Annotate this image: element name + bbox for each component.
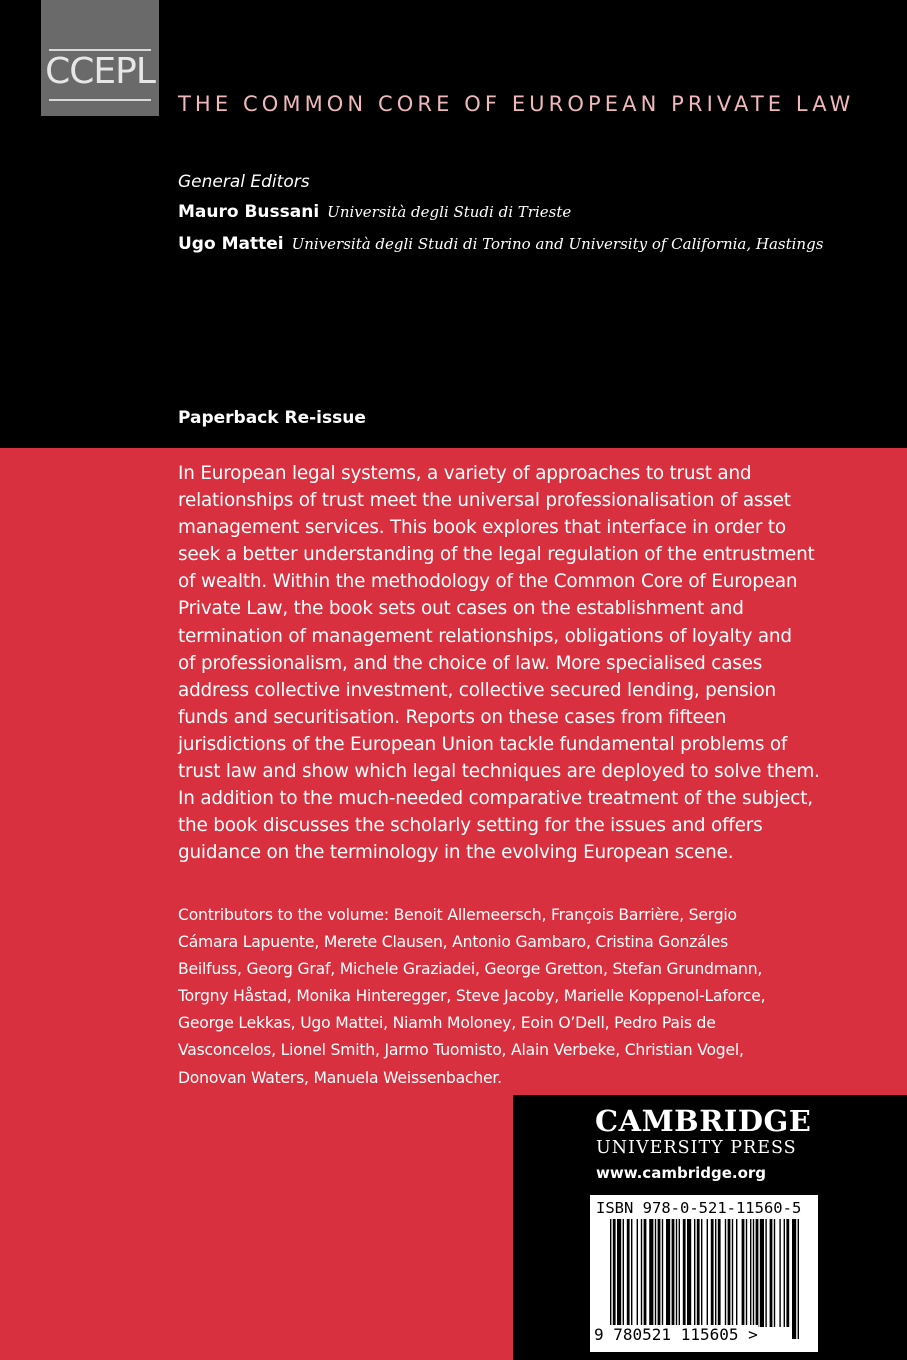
barcode-bar	[798, 1219, 799, 1339]
blurb-line: funds and securitisation. Reports on these cases from fifteen	[178, 706, 727, 728]
barcode-bar	[707, 1219, 708, 1327]
blurb-line: In addition to the much-needed comparative treatment of the subject,	[178, 788, 813, 810]
barcode-bar	[750, 1219, 751, 1327]
barcode-bar	[779, 1219, 780, 1327]
contributors-line: George Lekkas, Ugo Mattei, Niamh Moloney, Eoin O’Dell, Pedro Pais de	[178, 1014, 716, 1033]
editors-block	[178, 172, 823, 266]
barcode-bar	[613, 1219, 616, 1339]
barcode-bar	[756, 1219, 759, 1327]
contributors-line: Vasconcelos, Lionel Smith, Jarmo Tuomisto, Alain Verbeke, Christian Vogel,	[178, 1041, 744, 1060]
blurb-line: In European legal systems, a variety of approaches to trust and	[178, 463, 752, 484]
blurb-line: trust law and show which legal techniques are deployed to solve them.	[178, 761, 820, 783]
barcode	[590, 1195, 818, 1352]
editor-row	[178, 202, 823, 234]
contributors-line: Contributors to the volume: Benoit Allemeersch, François Barrière, Sergio	[178, 906, 737, 924]
publisher-name: CAMBRIDGE	[595, 1104, 812, 1138]
contributors-line: Cámara Lapuente, Merete Clausen, Antonio Gambaro, Cristina Gonzáles	[178, 933, 729, 952]
barcode-bar	[617, 1219, 621, 1327]
barcode-bar	[701, 1219, 702, 1339]
publisher-url: www.cambridge.org	[596, 1164, 767, 1182]
editors-label: General Editors	[178, 172, 310, 192]
contributors-text	[178, 902, 868, 1092]
blurb-line: of wealth. Within the methodology of the Common Core of European	[178, 571, 798, 593]
barcode-bar	[666, 1219, 670, 1327]
barcode-bar	[697, 1219, 700, 1327]
barcode-bar	[784, 1219, 785, 1327]
barcode-bar	[649, 1219, 653, 1327]
barcode-bar	[683, 1219, 686, 1327]
blurb-line: termination of management relationships, obligations of loyalty and	[178, 625, 792, 647]
barcode-bar	[742, 1219, 745, 1327]
blurb-line: seek a better understanding of the legal regulation of the entrustment	[178, 544, 815, 566]
editor-name: Ugo Mattei	[178, 234, 284, 254]
editor-affiliation: Università degli Studi di Trieste	[327, 203, 572, 221]
barcode-bar	[786, 1219, 789, 1327]
blurb-line: relationships of trust meet the universal professionalisation of asset	[178, 490, 791, 512]
logo-rule-bottom	[49, 99, 151, 101]
editor-name: Mauro Bussani	[178, 202, 320, 222]
reissue-label: Paperback Re-issue	[178, 408, 366, 428]
barcode-bar	[672, 1219, 675, 1327]
barcode-bar	[641, 1219, 642, 1327]
barcode-bar	[711, 1219, 714, 1327]
barcode-bar	[753, 1219, 754, 1327]
barcode-digits: 9 780521 115605 >	[594, 1325, 758, 1344]
blurb-line: Private Law, the book sets out cases on the establishment and	[178, 598, 744, 620]
contributors-line: Torgny Håstad, Monika Hinteregger, Steve Jacoby, Marielle Koppenol-Laforce,	[178, 987, 766, 1006]
blurb-text	[178, 460, 878, 866]
barcode-bar	[631, 1219, 632, 1327]
barcode-bar	[658, 1219, 661, 1327]
publisher-subtitle: UNIVERSITY PRESS	[596, 1138, 797, 1158]
barcode-bars	[610, 1219, 800, 1339]
barcode-bar	[662, 1219, 663, 1327]
barcode-bar	[694, 1219, 695, 1327]
logo-text: CCEPL	[45, 51, 155, 92]
barcode-bar	[725, 1219, 726, 1327]
barcode-bar	[627, 1219, 630, 1327]
barcode-bar	[637, 1219, 638, 1327]
barcode-bar	[644, 1219, 647, 1327]
contributors-line: Donovan Waters, Manuela Weissenbacher.	[178, 1068, 502, 1087]
contributors-line: Beilfuss, Georg Graf, Michele Graziadei, George Gretton, Stefan Grundmann,	[178, 960, 763, 979]
barcode-bar	[792, 1219, 796, 1339]
barcode-bar	[655, 1219, 656, 1327]
blurb-line: the book discusses the scholarly setting for the issues and offers	[178, 815, 763, 837]
blurb-line: guidance on the terminology in the evolving European scene.	[178, 842, 734, 864]
blurb-line: jurisdictions of the European Union tackle fundamental problems of	[178, 733, 788, 755]
barcode-bar	[718, 1219, 721, 1327]
barcode-bar	[676, 1219, 677, 1327]
blurb-line: address collective investment, collective secured lending, pension	[178, 679, 776, 701]
series-title: THE COMMON CORE OF EUROPEAN PRIVATE LAW	[178, 92, 855, 116]
barcode-bar	[610, 1219, 611, 1339]
blurb-line: of professionalism, and the choice of law. More specialised cases	[178, 652, 763, 674]
barcode-bar	[732, 1219, 733, 1327]
barcode-bar	[760, 1219, 764, 1327]
barcode-bar	[623, 1219, 624, 1327]
blurb-line: management services. This book explores that interface in order to	[178, 517, 786, 539]
barcode-bar	[687, 1219, 691, 1327]
barcode-bar	[746, 1219, 747, 1327]
barcode-bar	[774, 1219, 775, 1327]
barcode-bar	[736, 1219, 737, 1327]
barcode-bar	[679, 1219, 680, 1327]
barcode-bar	[728, 1219, 731, 1327]
editor-affiliation: Università degli Studi di Torino and University of California, Hastings	[291, 235, 824, 253]
editor-row	[178, 234, 823, 266]
barcode-bar	[765, 1219, 766, 1327]
barcode-bar	[715, 1219, 716, 1327]
isbn-label: ISBN 978-0-521-11560-5	[596, 1199, 802, 1217]
barcode-bar	[770, 1219, 773, 1327]
